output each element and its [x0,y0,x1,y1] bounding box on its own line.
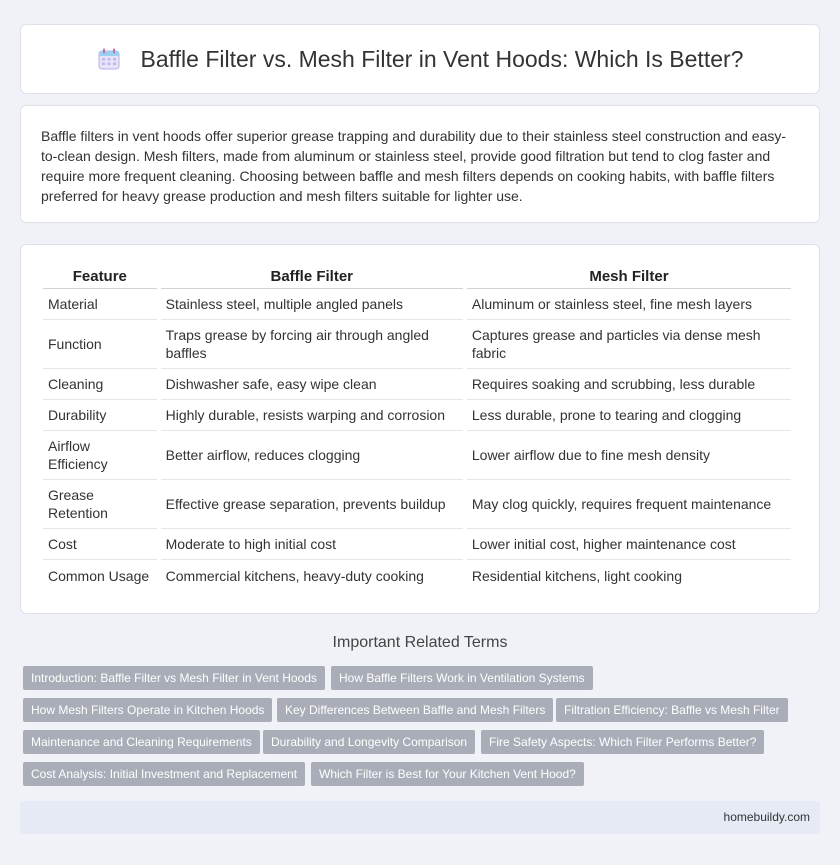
related-tag[interactable]: Which Filter is Best for Your Kitchen Vent Hood? [311,762,584,786]
baffle-cell: Stainless steel, multiple angled panels [161,289,463,320]
table-row [43,480,791,529]
footer-site[interactable]: homebuildy.com [723,810,810,824]
mesh-cell: Aluminum or stainless steel, fine mesh layers [467,289,791,320]
related-terms-title: Important Related Terms [332,634,508,651]
feature-cell: Durability [43,400,157,431]
related-tag[interactable]: Durability and Longevity Comparison [263,730,475,754]
related-tag[interactable]: Filtration Efficiency: Baffle vs Mesh Filter [556,698,788,722]
related-tag[interactable]: How Baffle Filters Work in Ventilation Systems [331,666,593,690]
table-row [43,560,791,591]
feature-cell: Material [43,289,157,320]
footer [20,801,820,834]
related-tag[interactable]: Fire Safety Aspects: Which Filter Performs Better? [481,730,764,754]
table-row [43,320,791,369]
page-title: Baffle Filter vs. Mesh Filter in Vent Hoods: Which Is Better? [140,45,744,72]
comparison-table [39,267,795,591]
table-row [43,529,791,560]
table-row [43,369,791,400]
feature-cell: Grease Retention [43,480,157,529]
feature-cell: Airflow Efficiency [43,431,157,480]
mesh-cell: May clog quickly, requires frequent maintenance [467,480,791,529]
feature-cell: Cost [43,529,157,560]
intro-card [20,105,820,223]
baffle-cell: Better airflow, reduces clogging [161,431,463,480]
mesh-cell: Residential kitchens, light cooking [471,567,682,584]
comparison-table-card [20,244,820,614]
table-row [43,431,791,480]
table-row [43,400,791,431]
baffle-cell: Effective grease separation, prevents buildup [161,480,463,529]
feature-cell: Cleaning [43,369,157,400]
mesh-cell: Lower initial cost, higher maintenance cost [467,529,791,560]
table-row [43,289,791,320]
feature-cell: Common Usage [48,567,150,584]
header-card [20,24,820,94]
mesh-cell: Requires soaking and scrubbing, less durable [467,369,791,400]
calendar-icon [97,47,121,71]
intro-text: Baffle filters in vent hoods offer superior grease trapping and durability due to their stainless steel construction and easy-to-clean design. Mesh filters, made from aluminum or stainless steel, provide good filtration but tend to clog faster and require more frequent cleaning. Choosing between baffle and mesh filters depends on cooking habits, with baffle filters preferred for heavy grease production and mesh filters suitable for lighter use. [41,128,787,204]
baffle-cell: Commercial kitchens, heavy-duty cooking [165,567,424,584]
header-feature: Feature [43,267,157,289]
baffle-cell: Highly durable, resists warping and corrosion [161,400,463,431]
mesh-cell: Lower airflow due to fine mesh density [467,431,791,480]
mesh-cell: Less durable, prone to tearing and clogging [467,400,791,431]
table-header-row [43,267,791,289]
feature-cell: Function [43,320,157,369]
header-baffle: Baffle Filter [161,267,463,289]
header-mesh: Mesh Filter [467,267,791,289]
related-tag[interactable]: Cost Analysis: Initial Investment and Replacement [23,762,305,786]
related-tag[interactable]: Key Differences Between Baffle and Mesh Filters [277,698,553,722]
baffle-cell: Dishwasher safe, easy wipe clean [161,369,463,400]
mesh-cell: Captures grease and particles via dense mesh fabric [467,320,791,369]
related-tag[interactable]: Introduction: Baffle Filter vs Mesh Filter in Vent Hoods [23,666,325,690]
related-tag[interactable]: How Mesh Filters Operate in Kitchen Hoods [23,698,272,722]
baffle-cell: Moderate to high initial cost [161,529,463,560]
related-tag[interactable]: Maintenance and Cleaning Requirements [23,730,260,754]
baffle-cell: Traps grease by forcing air through angled baffles [161,320,463,369]
